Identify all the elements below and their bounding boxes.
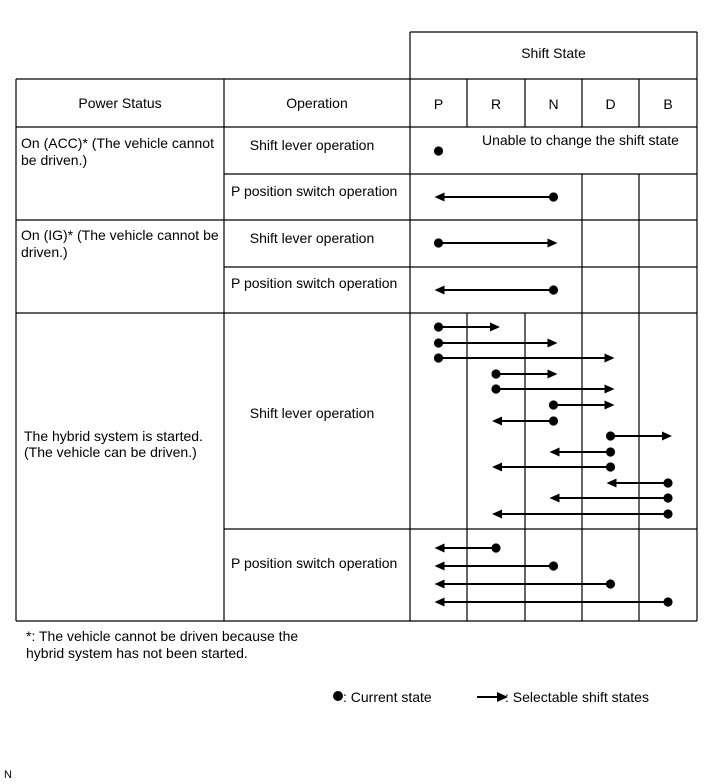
current-state-dot — [606, 462, 615, 471]
current-state-dot — [663, 509, 672, 518]
transition-arrowhead — [550, 494, 560, 503]
transition-arrowhead — [435, 286, 445, 295]
operation-header: Operation — [286, 95, 348, 111]
unable-to-change-note: Unable to change the shift state — [482, 132, 679, 148]
power-status-acc: On (ACC)* (The vehicle cannot be driven.) — [21, 135, 214, 168]
current-state-dot — [663, 478, 672, 487]
transition-arrowhead — [492, 463, 502, 472]
transition-arrowhead — [492, 510, 502, 519]
table-grid — [16, 32, 697, 621]
legend-selectable-shift-states: : Selectable shift states — [505, 689, 649, 705]
current-state-dot — [491, 543, 500, 552]
power-status-header: Power Status — [78, 95, 162, 111]
current-state-dot — [491, 369, 500, 378]
footnote-line2: hybrid system has not been started. — [26, 645, 248, 661]
position-b-header: B — [663, 96, 673, 112]
current-state-dot — [491, 384, 500, 393]
current-state-dot — [434, 353, 443, 362]
operation-p-position-switch: P position switch operation — [231, 183, 398, 199]
transition-arrowhead — [435, 580, 445, 589]
power-status-ig: On (IG)* (The vehicle cannot be driven.) — [21, 227, 219, 260]
shift-state-header: Shift State — [521, 45, 586, 61]
operation-shift-lever: Shift lever operation — [249, 230, 375, 246]
current-state-dot — [663, 493, 672, 502]
position-r-header: R — [490, 96, 502, 112]
current-state-dot — [663, 597, 672, 606]
transition-arrowhead — [607, 479, 617, 488]
transition-arrowhead — [548, 239, 558, 248]
transition-arrowhead — [548, 370, 558, 379]
current-state-dot — [549, 416, 558, 425]
corner-mark: N — [4, 769, 12, 781]
transition-arrowhead — [435, 598, 445, 607]
power-status-hybrid-started-line1: The hybrid system is started. — [24, 428, 203, 444]
footnote-line1: *: The vehicle cannot be driven because the — [26, 628, 299, 644]
current-state-dot — [434, 238, 443, 247]
transition-arrowhead — [605, 385, 615, 394]
position-p-header: P — [433, 96, 444, 112]
current-state-dot — [549, 192, 558, 201]
current-state-dot — [606, 579, 615, 588]
operation-p-position-switch: P position switch operation — [231, 555, 398, 571]
current-state-dot — [434, 338, 443, 347]
current-state-dot — [549, 285, 558, 294]
position-n-header: N — [548, 96, 559, 112]
legend-current-state: : Current state — [343, 689, 432, 705]
transition-arrowhead — [605, 354, 615, 363]
operation-p-position-switch: P position switch operation — [231, 275, 398, 291]
current-state-dot — [434, 146, 443, 155]
transition-arrowhead — [605, 401, 615, 410]
transition-arrowhead — [548, 339, 558, 348]
current-state-dot — [549, 400, 558, 409]
current-state-dot — [549, 561, 558, 570]
current-state-dot — [606, 431, 615, 440]
transition-arrowhead — [490, 323, 500, 332]
operation-shift-lever: Shift lever operation — [249, 405, 375, 421]
operation-shift-lever: Shift lever operation — [249, 137, 375, 153]
transition-arrowhead — [662, 432, 672, 441]
transition-arrowhead — [492, 417, 502, 426]
transition-arrowhead — [435, 193, 445, 202]
current-state-dot — [606, 447, 615, 456]
current-state-dot — [434, 322, 443, 331]
power-status-hybrid-started-line2: (The vehicle can be driven.) — [24, 444, 197, 460]
transition-arrowhead — [435, 544, 445, 553]
transition-arrowhead — [550, 448, 560, 457]
transition-marks — [434, 146, 673, 606]
transition-arrowhead — [435, 562, 445, 571]
position-d-header: D — [605, 96, 616, 112]
